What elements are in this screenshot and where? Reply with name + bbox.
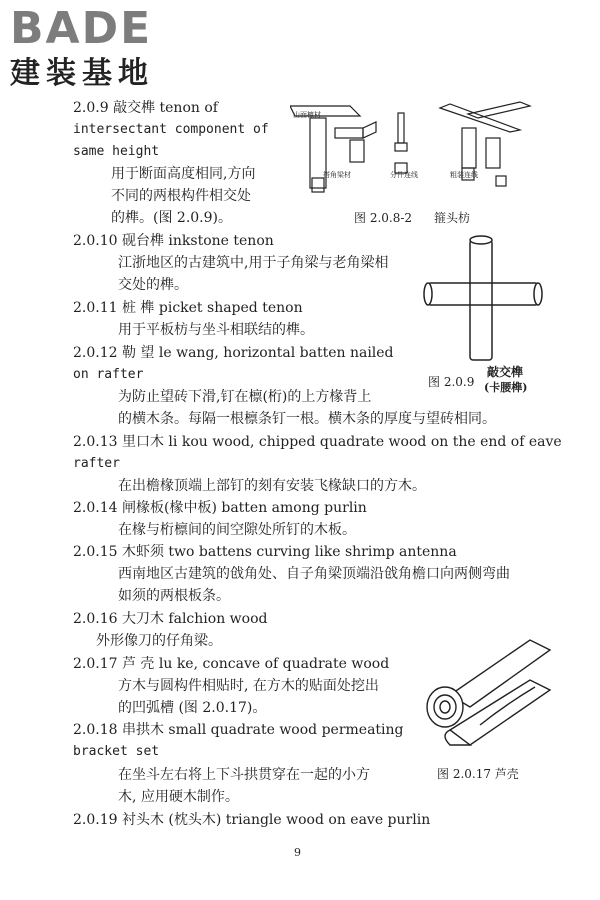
term-2-0-15-heading: 2.0.15 木虾须 two battens curving like shrimp antenna [73,544,457,560]
term-2-0-10-desc: 江浙地区的古建筑中,用于子角梁与老角梁相 [118,255,389,271]
logo-text-en: BADE [10,3,153,54]
term-2-0-16-heading: 2.0.16 大刀木 falchion wood [73,611,268,627]
fig-a-caption-name: 箍头枋 [434,211,471,225]
term-2-0-19-heading: 2.0.19 衬头木 (枕头木) triangle wood on eave purlin [73,812,431,828]
fig-a-label: 山面檩材 [293,111,321,119]
term-2-0-18-heading: 2.0.18 串拱木 small quadrate wood permeating [73,722,404,738]
term-2-0-9-desc: 不同的两根构件相交处 [111,188,251,204]
term-2-0-17-desc: 方木与圆构件相贴时, 在方木的贴面处挖出 [118,678,379,694]
figure-2-0-9-cross-tenon [420,235,545,365]
term-2-0-12-desc: 的横木条。每隔一根檩条钉一根。横木条的厚度与望砖相同。 [118,411,496,427]
term-2-0-12-heading: 2.0.12 勒 望 le wang, horizontal batten nailed [73,345,394,361]
term-2-0-10-heading: 2.0.10 砚台榫 inkstone tenon [73,233,274,249]
fig-c-caption: 图 2.0.17 芦壳 [437,767,519,781]
term-2-0-9-heading-cont2: same height [73,144,160,159]
term-2-0-18-desc: 木, 应用硬木制作。 [118,789,239,805]
fig-b-tag: 敲交榫 [487,365,524,379]
fig-b-tag-alt: (卡腰榫) [484,381,528,394]
fig-a-label: 搭角梁材 [323,171,351,179]
term-2-0-11-desc: 用于平板枋与坐斗相联结的榫。 [118,322,314,338]
logo-text-cn: 建装基地 [10,56,154,91]
term-2-0-15-desc: 西南地区古建筑的戗角处、自子角梁顶端沿戗角檐口向两侧弯曲 [118,566,510,582]
figure-2-0-17-luke [420,635,555,760]
term-2-0-10-desc: 交处的榫。 [118,277,188,293]
term-2-0-13-heading: 2.0.13 里口木 li kou wood, chipped quadrate wood on the end of eave [73,434,562,450]
term-2-0-13-desc: 在出檐椽顶端上部钉的刻有安装飞椽缺口的方木。 [118,478,426,494]
term-2-0-14-desc: 在椽与桁檩间的间空隙处所钉的木板。 [118,522,356,538]
term-2-0-16-desc: 外形像刀的仔角梁。 [96,633,222,649]
term-2-0-18-desc: 在坐斗左右将上下斗拱贯穿在一起的小方 [118,767,370,783]
term-2-0-11-heading: 2.0.11 桩 榫 picket shaped tenon [73,300,303,316]
page-number: 9 [294,846,301,859]
term-2-0-9-heading: 2.0.9 敲交榫 tenon of [73,100,218,116]
term-2-0-15-desc: 如须的两根板条。 [118,588,230,604]
fig-a-caption: 图 2.0.8-2 [354,211,413,225]
term-2-0-12-heading-cont: on rafter [73,367,144,382]
fig-a-label: 粗装连线 [450,171,478,179]
term-2-0-17-heading: 2.0.17 芦 壳 lu ke, concave of quadrate wood [73,656,390,672]
term-2-0-14-heading: 2.0.14 闸椽板(椽中板) batten among purlin [73,500,367,516]
fig-a-label: 分件连线 [390,171,418,179]
term-2-0-9-desc: 用于断面高度相同,方向 [111,166,256,182]
term-2-0-13-heading-cont: rafter [73,456,120,471]
fig-b-caption: 图 2.0.9 [428,375,475,389]
term-2-0-9-heading-cont: intersectant component of [73,122,269,137]
term-2-0-9-desc: 的榫。(图 2.0.9)。 [111,210,232,226]
term-2-0-17-desc: 的凹弧槽 (图 2.0.17)。 [118,700,267,716]
term-2-0-18-heading-cont: bracket set [73,744,160,759]
figure-2-0-8-2-drawing [290,98,540,206]
term-2-0-12-desc: 为防止望砖下滑,钉在檩(桁)的上方椽背上 [118,389,372,405]
